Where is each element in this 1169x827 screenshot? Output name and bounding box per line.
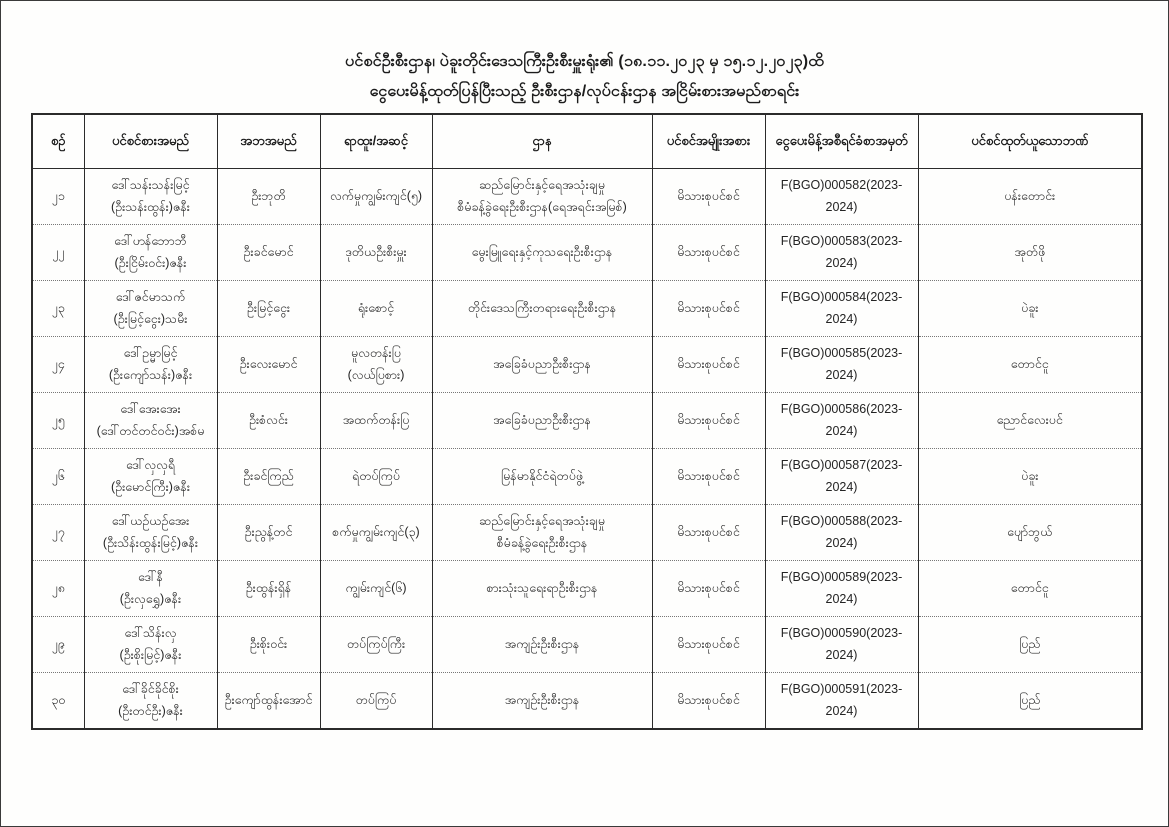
father-name-cell: ဦးစံလင်း (217, 393, 320, 449)
cell-text-line: ဒေါ်သန်းသန်းမြင့် (111, 177, 190, 192)
position-cell (320, 617, 432, 673)
table-row (32, 225, 1142, 281)
table-row (32, 673, 1142, 730)
table-row (32, 337, 1142, 393)
cell-text-line: ဒေါ်လှလှရီ (125, 457, 176, 472)
header-payment-order-no: ငွေပေးမိန့်အစီရင်ခံစာအမှတ် (765, 114, 918, 169)
bank-cell: တောင်ငူ (918, 561, 1142, 617)
payment-order-cell: F(BGO)000590(2023-2024) (765, 617, 918, 673)
pensioner-name-cell (84, 505, 217, 561)
father-name-cell: ဦးလေးမောင် (217, 337, 320, 393)
pensioner-name-cell (84, 337, 217, 393)
pensioner-name-cell (84, 281, 217, 337)
father-name-cell: ဦးခင်ကြည် (217, 449, 320, 505)
bank-cell: အုတ်ဖို (918, 225, 1142, 281)
document-title-line1: ပင်စင်ဦးစီးဌာန၊ ပဲခူးတိုင်းဒေသကြီးဦးစီးမှူးရုံး၏ (၁၈.၁၁.၂၀၂၃ မှ ၁၅.၁၂.၂၀၂၃)ထိ (345, 53, 824, 70)
pension-type-cell: မိသားစုပင်စင် (652, 561, 765, 617)
table-row (32, 617, 1142, 673)
cell-text-line: ဒေါ်အေးအေး (120, 401, 181, 416)
position-cell (320, 225, 432, 281)
cell-text-line: ဒေါ်ယဉ်ယဉ်အေး (111, 513, 190, 528)
father-name-cell: ဦးစိုးဝင်း (217, 617, 320, 673)
department-cell (432, 393, 652, 449)
pensioner-name-cell (84, 225, 217, 281)
cell-text-line: ဒေါ်နီ (138, 569, 163, 584)
pension-type-cell: မိသားစုပင်စင် (652, 617, 765, 673)
cell-text-line: (ဦးငြိမ်းဝင်း)ဇနီး (114, 255, 187, 270)
position-cell (320, 281, 432, 337)
payment-order-cell: F(BGO)000588(2023-2024) (765, 505, 918, 561)
cell-text-line: စက်မှုကျွမ်းကျင်(၃) (332, 524, 420, 539)
bank-cell: ပဲခူး (918, 449, 1142, 505)
pensioner-name-cell (84, 449, 217, 505)
payment-order-cell: F(BGO)000583(2023-2024) (765, 225, 918, 281)
cell-text-line: ရဲတပ်ကြပ် (352, 468, 400, 483)
pension-type-cell: မိသားစုပင်စင် (652, 393, 765, 449)
header-serial: စဉ် (32, 114, 84, 169)
payment-order-cell: F(BGO)000584(2023-2024) (765, 281, 918, 337)
department-cell (432, 673, 652, 730)
position-cell (320, 449, 432, 505)
cell-text-line: အကျဉ်းဦးစီးဌာန (504, 636, 580, 651)
department-cell (432, 225, 652, 281)
table-row (32, 449, 1142, 505)
cell-text-line: အခြေခံပညာဦးစီးဌာန (493, 412, 591, 427)
cell-text-line: မြန်မာနိုင်ငံရဲတပ်ဖွဲ့ (501, 468, 583, 483)
bank-cell: တောင်ငူ (918, 337, 1142, 393)
position-cell (320, 393, 432, 449)
bank-cell: ပြည် (918, 673, 1142, 730)
table-row (32, 281, 1142, 337)
pension-type-cell: မိသားစုပင်စင် (652, 505, 765, 561)
bank-cell: ပဲခူး (918, 281, 1142, 337)
payment-order-cell: F(BGO)000589(2023-2024) (765, 561, 918, 617)
department-cell (432, 337, 652, 393)
table-row (32, 561, 1142, 617)
cell-text-line: (ဦးသန်းထွန်း)ဇနီး (111, 199, 190, 214)
father-name-cell: ဦးထွန်းရှိန် (217, 561, 320, 617)
payment-order-cell: F(BGO)000586(2023-2024) (765, 393, 918, 449)
bank-cell: ပျော်ဘွယ် (918, 505, 1142, 561)
document-title (1, 47, 1168, 106)
position-cell (320, 673, 432, 730)
father-name-cell: ဦးခင်မောင် (217, 225, 320, 281)
cell-text-line: (ဦးသိန်းထွန်းမြင့်)ဇနီး (102, 535, 199, 550)
department-cell (432, 561, 652, 617)
cell-text-line: အခြေခံပညာဦးစီးဌာန (493, 356, 591, 371)
cell-text-line: ဆည်မြောင်းနှင့်ရေအသုံးချမှု (479, 513, 605, 528)
table-header-row (32, 114, 1142, 169)
cell-text-line: အကျဉ်းဦးစီးဌာန (504, 692, 580, 707)
cell-text-line: (ဒေါ်တင်တင်ဝင်း)အစ်မ (96, 423, 205, 438)
cell-text-line: ဒေါ်ခိုင်ခိုင်စိုး (122, 681, 179, 696)
header-bank: ပင်စင်ထုတ်ယူသောဘဏ် (918, 114, 1142, 169)
serial-cell: ၃၀ (32, 673, 84, 730)
table-row (32, 169, 1142, 225)
pensioner-name-cell (84, 617, 217, 673)
cell-text-line: လက်မှုကျွမ်းကျင်(၅) (329, 188, 423, 203)
payment-order-cell: F(BGO)000582(2023-2024) (765, 169, 918, 225)
payment-order-cell: F(BGO)000591(2023-2024) (765, 673, 918, 730)
cell-text-line: ဒေါ်ဟန်ဘောဘီ (114, 233, 187, 248)
pensioner-name-cell (84, 561, 217, 617)
cell-text-line: (ဦးမောင်ကြီး)ဇနီး (110, 479, 191, 494)
cell-text-line: တပ်ကြပ် (355, 692, 397, 707)
cell-text-line: ဒေါ်ဇင်မာသက် (115, 289, 186, 304)
cell-text-line: ဒေါ်ဥမ္မာမြင့် (123, 345, 178, 360)
header-pensioner-name: ပင်စင်စားအမည် (84, 114, 217, 169)
serial-cell: ၂၈ (32, 561, 84, 617)
pension-type-cell: မိသားစုပင်စင် (652, 225, 765, 281)
pensioner-name-cell (84, 169, 217, 225)
cell-text-line: တပ်ကြပ်ကြီး (346, 636, 406, 651)
bank-cell: ပန်းတောင်း (918, 169, 1142, 225)
document-title-line2: ငွေပေးမိန့်ထုတ်ပြန်ပြီးသည့် ဦးစီးဌာန/လုပ်ငန်းဌာန အငြိမ်းစားအမည်စာရင်း (369, 82, 800, 100)
department-cell (432, 449, 652, 505)
cell-text-line: (ဦးစိုးမြင့်)ဇနီး (119, 647, 182, 662)
table-row (32, 505, 1142, 561)
serial-cell: ၂၃ (32, 281, 84, 337)
cell-text-line: မူလတန်းပြ (351, 345, 401, 360)
cell-text-line: အထက်တန်းပြ (342, 412, 410, 427)
pension-type-cell: မိသားစုပင်စင် (652, 673, 765, 730)
cell-text-line: (ဦးကျော်သန်း)ဇနီး (108, 367, 193, 382)
header-father-name: အဘအမည် (217, 114, 320, 169)
serial-cell: ၂၂ (32, 225, 84, 281)
table-row (32, 393, 1142, 449)
cell-text-line: (ဦးမြင့်ငွေး)သမီး (113, 311, 188, 326)
cell-text-line: ဆည်မြောင်းနှင့်ရေအသုံးချမှု (479, 177, 605, 192)
header-pension-type: ပင်စင်အမျိုးအစား (652, 114, 765, 169)
cell-text-line: ဒုတိယဦးစီးမှူး (345, 244, 407, 259)
header-position: ရာထူး/အဆင့် (320, 114, 432, 169)
position-cell (320, 505, 432, 561)
cell-text-line: ကျွမ်းကျင်(၆) (345, 580, 407, 595)
position-cell (320, 561, 432, 617)
father-name-cell: ဦးဘုတိ (217, 169, 320, 225)
pensioner-name-cell (84, 673, 217, 730)
father-name-cell: ဦးညွန့်တင် (217, 505, 320, 561)
serial-cell: ၂၄ (32, 337, 84, 393)
pension-type-cell: မိသားစုပင်စင် (652, 449, 765, 505)
cell-text-line: စီမံခန့်ခွဲရေးဦးစီးဌာန(ရေအရင်းအမြစ်) (457, 199, 627, 214)
serial-cell: ၂၁ (32, 169, 84, 225)
pension-type-cell: မိသားစုပင်စင် (652, 337, 765, 393)
department-cell (432, 281, 652, 337)
serial-cell: ၂၆ (32, 449, 84, 505)
bank-cell: ညောင်လေးပင် (918, 393, 1142, 449)
pension-type-cell: မိသားစုပင်စင် (652, 169, 765, 225)
cell-text-line: စားသုံးသူရေးရာဦးစီးဌာန (486, 580, 598, 595)
cell-text-line: စီမံခန့်ခွဲရေးဦးစီးဌာန (496, 535, 588, 550)
cell-text-line: တိုင်းဒေသကြီးတရားရေးဦးစီးဌာန (467, 300, 617, 315)
father-name-cell: ဦးမြင့်ငွေး (217, 281, 320, 337)
pension-roster-table (31, 113, 1143, 730)
cell-text-line: ရုံးစောင့် (357, 300, 395, 315)
header-department: ဌာန (432, 114, 652, 169)
pension-type-cell: မိသားစုပင်စင် (652, 281, 765, 337)
position-cell (320, 337, 432, 393)
payment-order-cell: F(BGO)000587(2023-2024) (765, 449, 918, 505)
department-cell (432, 617, 652, 673)
cell-text-line: မွေးမြူရေးနှင့်ကုသရေးဦးစီးဌာန (471, 244, 613, 259)
department-cell (432, 505, 652, 561)
cell-text-line: (လယ်ပြစား) (347, 367, 405, 382)
serial-cell: ၂၅ (32, 393, 84, 449)
cell-text-line: (ဦးလှရွှေ)ဇနီး (119, 591, 182, 606)
cell-text-line: ဒေါ်သိန်းလှ (124, 625, 177, 640)
department-cell (432, 169, 652, 225)
serial-cell: ၂၉ (32, 617, 84, 673)
father-name-cell: ဦးကျော်ထွန်းအောင် (217, 673, 320, 730)
serial-cell: ၂၇ (32, 505, 84, 561)
payment-order-cell: F(BGO)000585(2023-2024) (765, 337, 918, 393)
cell-text-line: (ဦးတင်ဦး)ဇနီး (118, 703, 183, 718)
bank-cell: ပြည် (918, 617, 1142, 673)
position-cell (320, 169, 432, 225)
pensioner-name-cell (84, 393, 217, 449)
